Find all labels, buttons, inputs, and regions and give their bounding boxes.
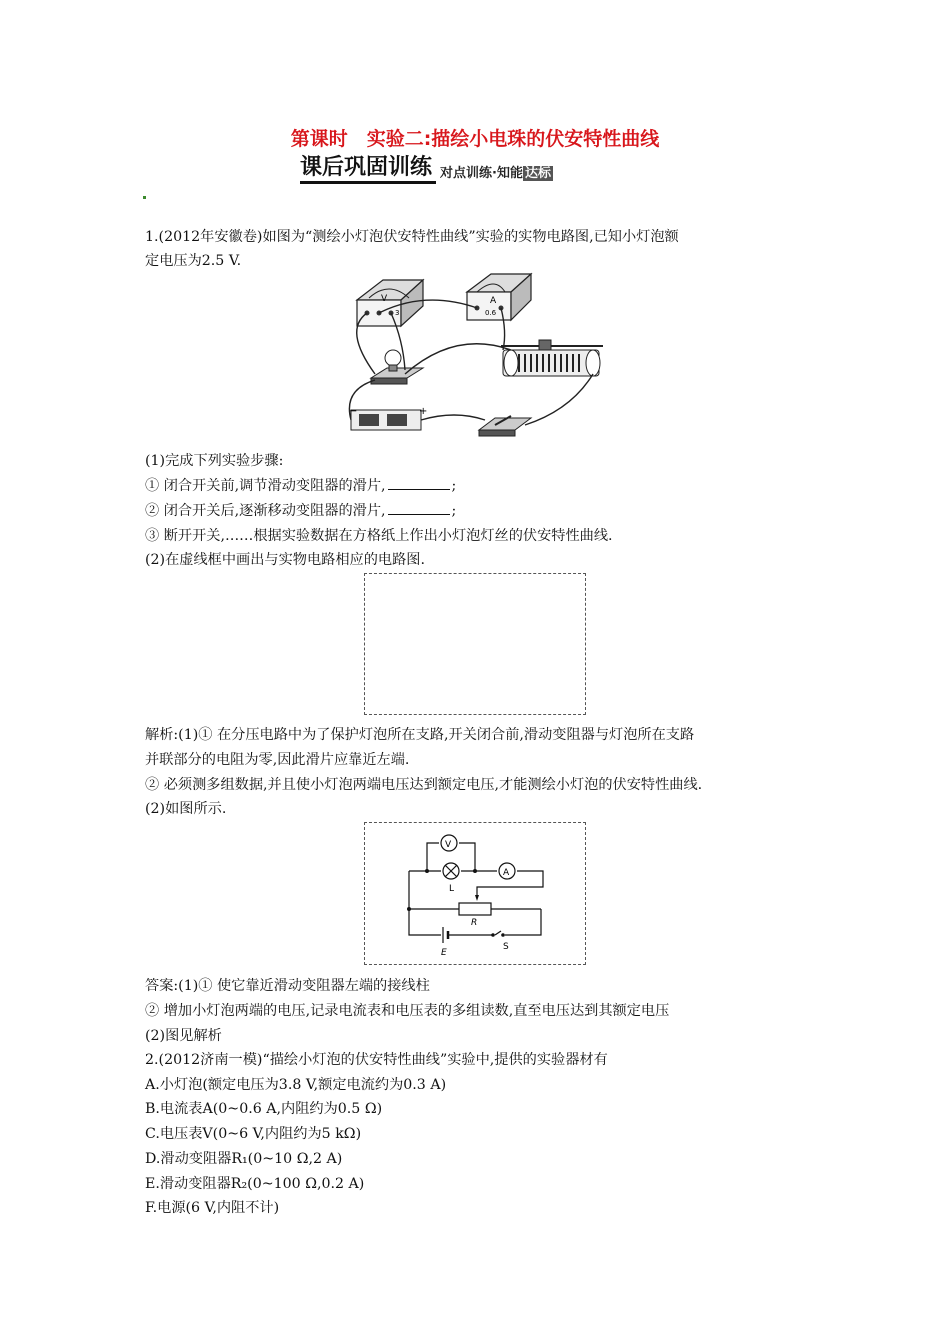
banner-tag: 达标: [524, 166, 551, 181]
q1-step2: [145, 502, 456, 520]
q2-item-e: E.滑动变阻器R₂(0~100 Ω,0.2 A): [145, 1176, 365, 1192]
q1-step1-blank[interactable]: [388, 477, 450, 490]
bulb-on-base: [371, 350, 423, 384]
q2-stem: 2.(2012济南一模)“描绘小灯泡的伏安特性曲线”实验中,提供的实验器材有: [145, 1052, 608, 1068]
q1-stem-line2: 定电压为2.5 V.: [145, 253, 242, 269]
ammeter-label: A: [490, 296, 497, 306]
q1-step2-blank[interactable]: [388, 502, 450, 515]
ammeter-range: 0.6: [485, 309, 497, 317]
schematic-v-label: V: [445, 840, 452, 850]
battery-box: [349, 406, 427, 430]
q2-item-f: F.电源(6 V,内阻不计): [145, 1200, 280, 1216]
banner-subtitle: [440, 162, 553, 181]
schematic-a-label: A: [503, 868, 510, 878]
q1-step1-text: ① 闭合开关前,调节滑动变阻器的滑片,: [145, 478, 386, 494]
page-title: 第课时 实验二:描绘小电珠的伏安特性曲线: [290, 128, 660, 150]
q2-item-d: D.滑动变阻器R₁(0~10 Ω,2 A): [145, 1151, 343, 1167]
q1-step2-text: ② 闭合开关后,逐渐移动变阻器的滑片,: [145, 503, 386, 519]
banner-main-text: 课后巩固训练: [300, 155, 436, 184]
q1-step2-semicolon: ;: [451, 503, 457, 519]
rheostat-device: [501, 340, 603, 376]
q2-item-c: C.电压表V(0~6 V,内阻约为5 kΩ): [145, 1126, 362, 1142]
analysis-line4: (2)如图所示.: [145, 801, 227, 817]
decoration-dot: [143, 196, 146, 199]
q1-part2-heading: (2)在虚线框中画出与实物电路相应的电路图.: [145, 552, 425, 568]
analysis-line3: ② 必须测多组数据,并且使小灯泡两端电压达到额定电压,才能测绘小灯泡的伏安特性曲线.: [145, 777, 703, 793]
q1-stem-line1: 1.(2012年安徽卷)如图为“测绘小灯泡伏安特性曲线”实验的实物电路图,已知小灯泡额: [145, 229, 679, 245]
analysis-line2: 并联部分的电阻为零,因此滑片应靠近左端.: [145, 752, 410, 768]
empty-answer-box[interactable]: [364, 573, 586, 715]
section-banner: [300, 154, 553, 184]
q1-step3: ③ 断开开关,……根据实验数据在方格纸上作出小灯泡灯丝的伏安特性曲线.: [145, 528, 613, 544]
analysis-line1: 解析:(1)① 在分压电路中为了保护灯泡所在支路,开关闭合前,滑动变阻器与灯泡所在支路: [145, 727, 695, 743]
q2-item-a: A.小灯泡(额定电压为3.8 V,额定电流约为0.3 A): [145, 1077, 447, 1093]
q1-part1-heading: (1)完成下列实验步骤:: [145, 453, 284, 469]
schematic-l-label: L: [449, 884, 455, 894]
physical-circuit-figure: [335, 270, 615, 442]
voltmeter-label: V: [381, 294, 388, 304]
q2-item-b: B.电流表A(0~0.6 A,内阻约为0.5 Ω): [145, 1101, 383, 1117]
ammeter-device: [467, 274, 531, 320]
q1-step1: [145, 477, 456, 495]
svg-text:−: −: [349, 406, 358, 417]
schematic-s-label: S: [503, 942, 509, 952]
knife-switch: [479, 416, 531, 436]
answer-line2: ② 增加小灯泡两端的电压,记录电流表和电压表的多组读数,直至电压达到其额定电压: [145, 1003, 670, 1019]
q1-step1-semicolon: ;: [451, 478, 457, 494]
answer-line1: 答案:(1)① 使它靠近滑动变阻器左端的接线柱: [145, 978, 430, 994]
schematic-e-label: E: [441, 948, 447, 958]
svg-text:+: +: [419, 406, 428, 417]
banner-sub-text: 对点训练·知能: [440, 166, 523, 181]
answer-line3: (2)图见解析: [145, 1028, 222, 1044]
schematic-circuit: [365, 823, 585, 964]
schematic-r-label: R: [471, 918, 478, 928]
voltmeter-device: [357, 280, 423, 326]
voltmeter-range: 3: [395, 309, 400, 317]
